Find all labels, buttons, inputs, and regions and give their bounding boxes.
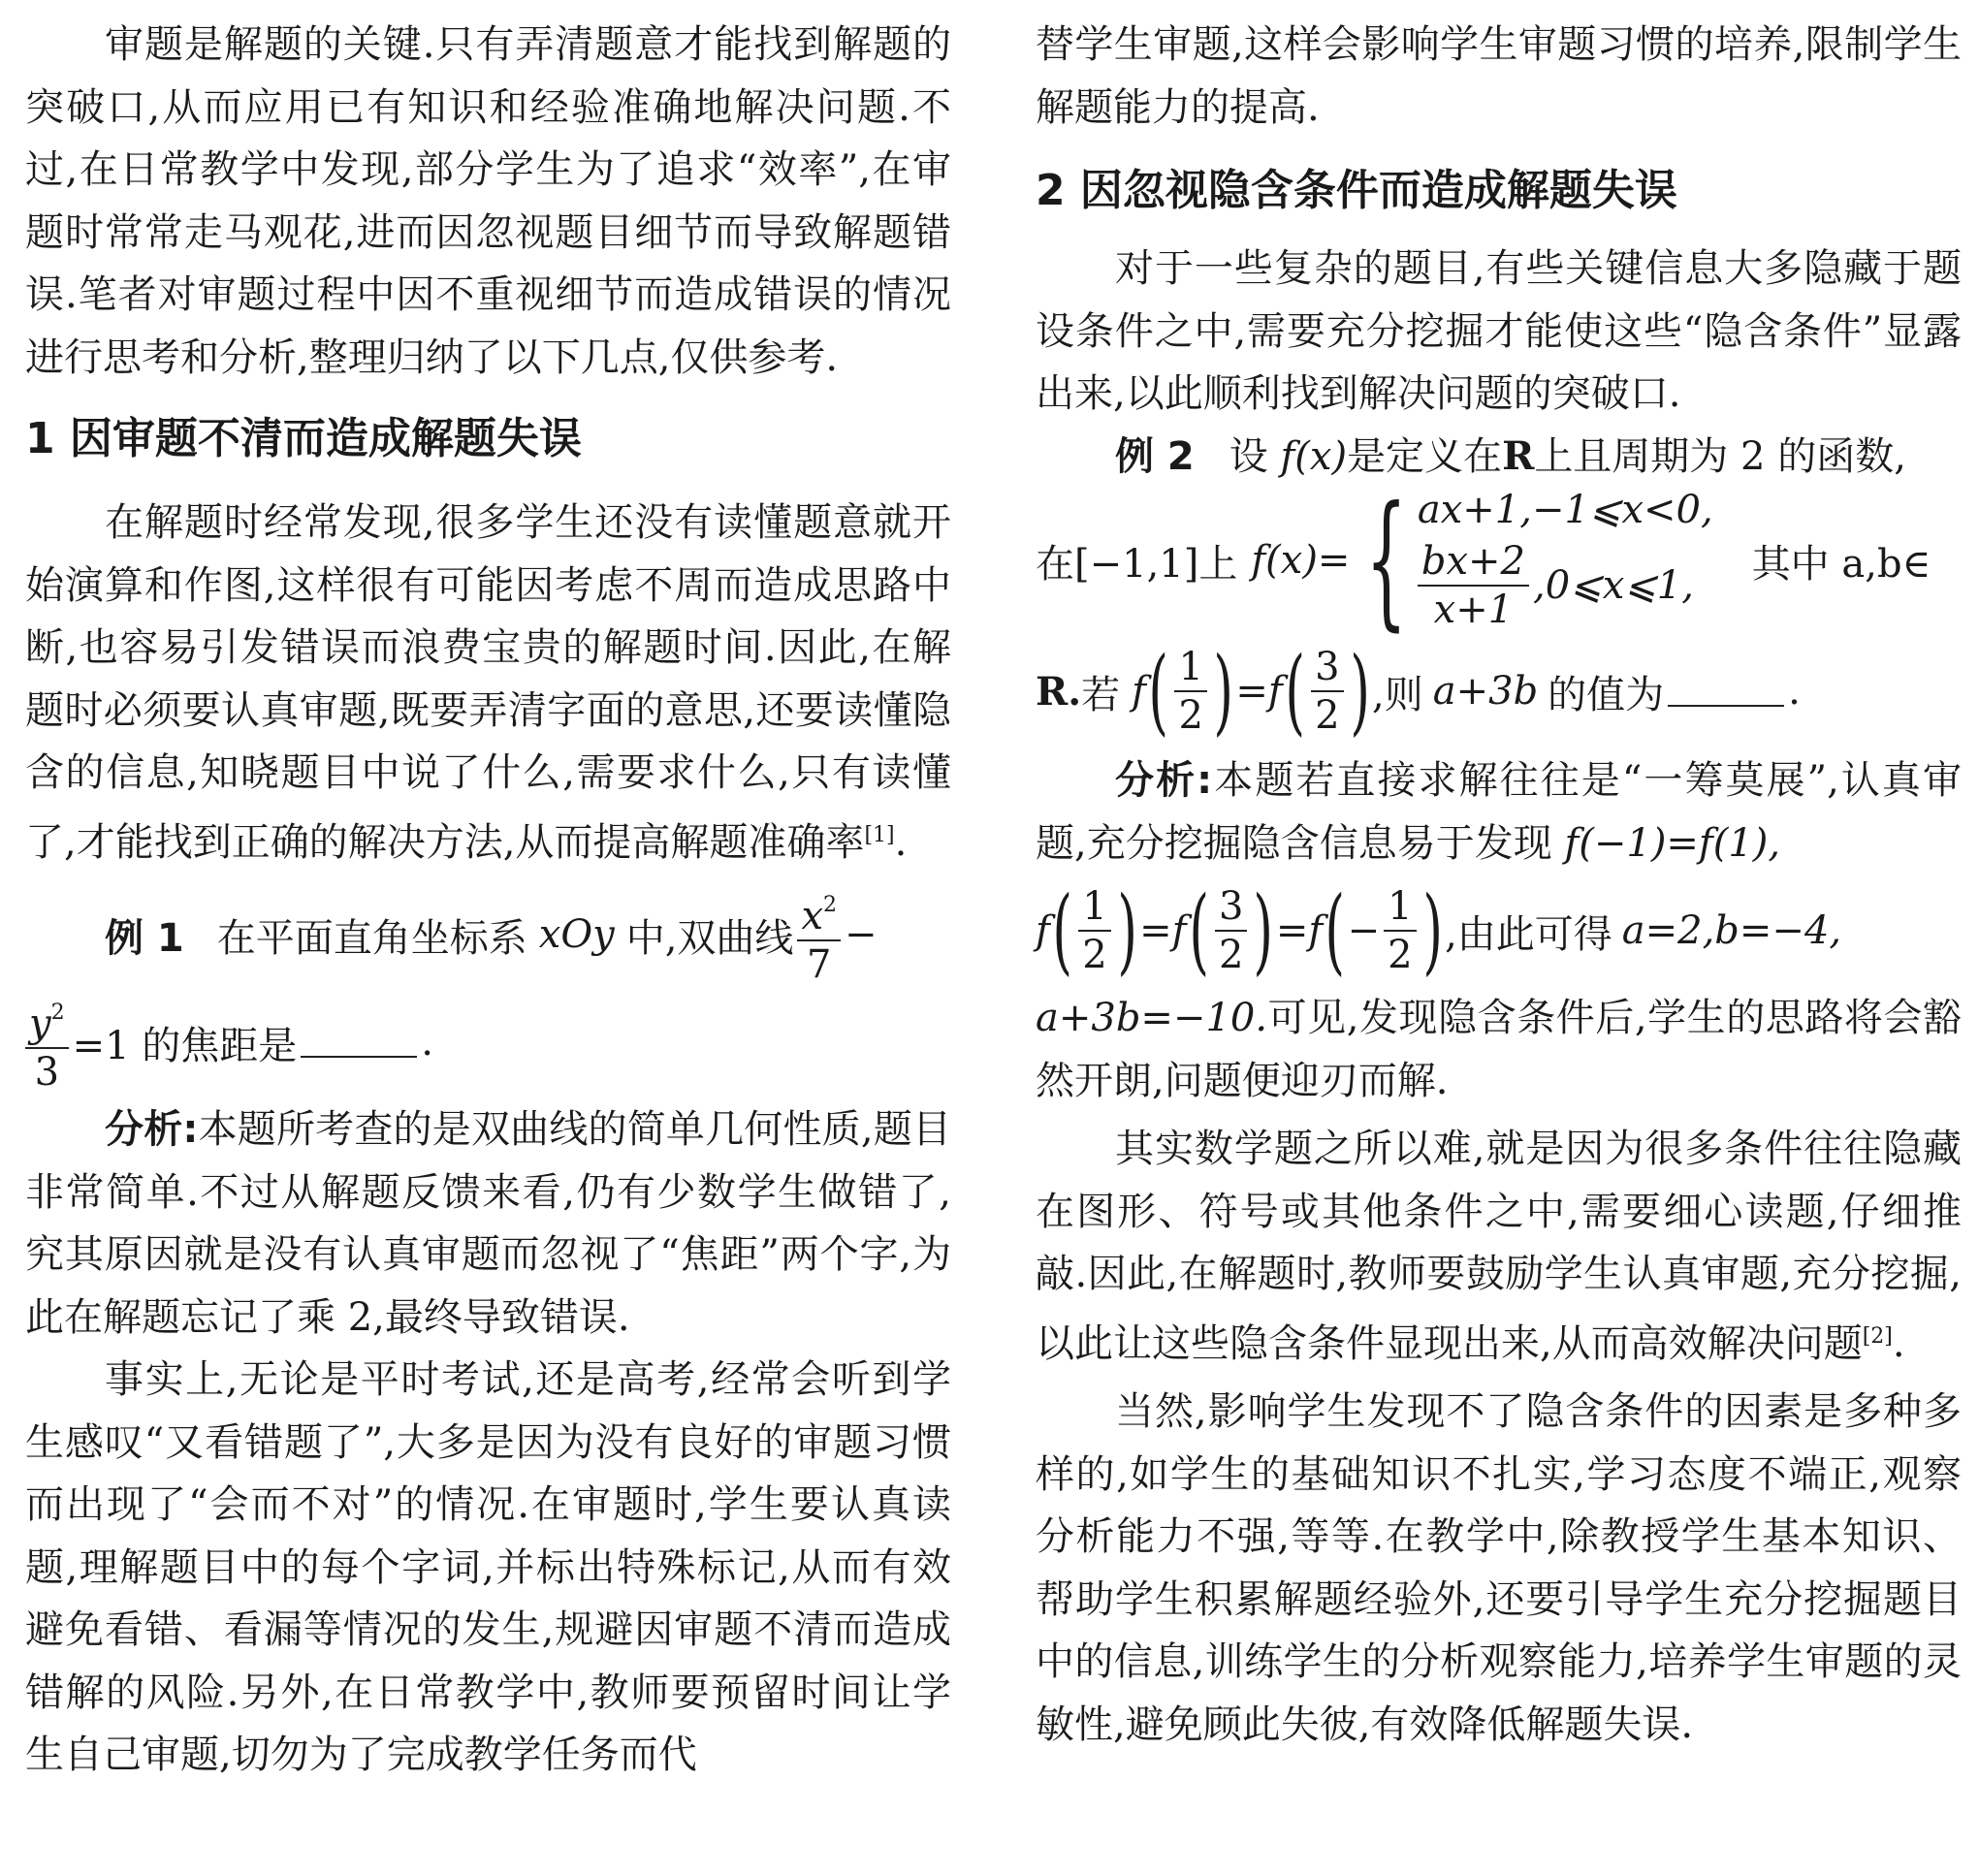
example-1-label: 例 1 bbox=[105, 915, 184, 961]
example-1-line-1 bbox=[25, 881, 951, 988]
numerator-x: x bbox=[801, 893, 823, 938]
equals: = bbox=[1317, 538, 1351, 583]
one: 1 bbox=[1078, 883, 1110, 932]
section-1-paragraph-1-text: 在解题时经常发现,很多学生还没有读懂题意就开始演算和作图,这样很有可能因考虑不周而造成思路中断,也容易引发错误而浪费宝贵的解题时间.因此,在解题时必须要认真审题,既要弄清字面的意思,还要读懂隐含的信息,知晓题目中说了什么,需要求什么,只有读懂了,才能找到正确的解决方法,从而提高解题准确率 bbox=[25, 500, 951, 865]
period: . bbox=[1788, 669, 1801, 714]
right-column bbox=[1036, 14, 1962, 1756]
fx: f(x) bbox=[1251, 538, 1318, 583]
f: f bbox=[1132, 669, 1146, 714]
example-2-piecewise-line bbox=[1036, 476, 1962, 645]
case-2-condition: ,0⩽x⩽1, bbox=[1533, 563, 1694, 608]
case-1: ax+1,−1⩽x<0, bbox=[1417, 488, 1713, 532]
example-1-xoy: xOy bbox=[538, 912, 615, 957]
intro-paragraph: 审题是解题的关键.只有弄清题意才能找到解题的突破口,从而应用已有知识和经验准确地解决问题.不过,在日常教学中发现,部分学生为了追求“效率”,在审题时常常走马观花,进而因忽视题目细节而导致解题错误.笔者对审题过程中因不重视细节而造成错误的情况进行思考和分析,整理归纳了以下几点,仅供参考. bbox=[25, 22, 951, 380]
case-2-numerator: bx+2 bbox=[1418, 538, 1529, 587]
example-2-on-interval: 在[−1,1]上 bbox=[1036, 541, 1238, 587]
example-2-label: 例 2 bbox=[1115, 433, 1195, 479]
citation-2: [2] bbox=[1862, 1323, 1893, 1349]
minus-sign: − bbox=[1347, 908, 1381, 953]
example-2-analysis-text-a: 本题若直接求解往往是“一筹莫展”,认真审题,充分挖掘隐含信息易于发现 bbox=[1036, 758, 1962, 866]
minus-sign: − bbox=[845, 912, 878, 957]
three: 3 bbox=[1311, 644, 1343, 692]
example-2-value-of: 的值为 bbox=[1548, 672, 1665, 717]
period: . bbox=[894, 819, 908, 865]
one: 1 bbox=[1174, 644, 1206, 692]
section-1-paragraph-1 bbox=[25, 492, 951, 874]
set-r: R bbox=[1502, 432, 1535, 479]
example-2-if: 若 bbox=[1081, 672, 1121, 717]
example-2-where: 其中 a,b∈ bbox=[1751, 541, 1931, 587]
f: f bbox=[1171, 908, 1187, 953]
left-brace: { bbox=[1365, 476, 1408, 645]
three: 3 bbox=[1215, 883, 1247, 932]
fraction-3-2 bbox=[1311, 644, 1343, 739]
fx: f(x) bbox=[1280, 433, 1348, 479]
answer-blank bbox=[301, 1027, 417, 1058]
example-1-analysis bbox=[25, 1098, 951, 1349]
two: 2 bbox=[1388, 933, 1413, 977]
example-1-text-b: 中,双曲线 bbox=[625, 915, 794, 961]
two: 2 bbox=[1315, 693, 1340, 738]
example-1-line-2 bbox=[25, 988, 951, 1097]
section-2-paragraph-3: 当然,影响学生发现不了隐含条件的因素是多种多样的,如学生的基础知识不扎实,学习态度不端正,观察分析能力不强,等等.在教学中,除教授学生基本知识、帮助学生积累解题经验外,还要引导学生充分挖掘题目中的信息,训练学生的分析观察能力,培养学生审题的灵敏性,避免顾此失彼,有效降低解题失误. bbox=[1036, 1389, 1962, 1747]
superscript-2: 2 bbox=[50, 1000, 65, 1025]
example-1-text-a: 在平面直角坐标系 bbox=[216, 915, 527, 961]
section-1-title: 1 因审题不清而造成解题失误 bbox=[25, 414, 582, 463]
example-2-text-b: 是定义在 bbox=[1347, 433, 1503, 479]
two: 2 bbox=[1082, 933, 1107, 977]
f: f bbox=[1036, 908, 1050, 953]
denominator-3: 3 bbox=[34, 1049, 60, 1095]
example-2-result: a+3b=−10. bbox=[1036, 996, 1268, 1040]
superscript-2: 2 bbox=[823, 892, 837, 917]
equals: = bbox=[1275, 908, 1309, 953]
citation-1: [1] bbox=[864, 822, 895, 847]
analysis-label: 分析: bbox=[1115, 758, 1213, 803]
fraction-case-2 bbox=[1418, 538, 1529, 633]
two: 2 bbox=[1178, 693, 1203, 738]
example-2-text-a: 设 bbox=[1229, 433, 1268, 479]
fraction-x2-over-7 bbox=[797, 882, 841, 988]
section-2-paragraph-1: 对于一些复杂的题目,有些关键信息大多隐藏于题设条件之中,需要充分挖掘才能使这些“隐含条件”显露出来,以此顺利找到解决问题的突破口. bbox=[1036, 246, 1962, 416]
left-column bbox=[25, 14, 951, 1787]
one: 1 bbox=[1384, 883, 1416, 932]
example-1-analysis-text: 本题所考查的是双曲线的简单几何性质,题目非常简单.不过从解题反馈来看,仍有少数学生做错了,究其原因就是没有认真审题而忽视了“焦距”两个字,为此在解题忘记了乘 2,最终导致错误. bbox=[25, 1107, 951, 1340]
case-2-denominator: x+1 bbox=[1433, 588, 1514, 632]
example-2-analysis-equation: f ( $\frac{1}{2}$ ) = f ( $\frac{3}{2}$ ) = f ( − $\frac{1}{2}$ ) ,由此可得 a=2,b=−4, bbox=[1036, 876, 1842, 985]
analysis-label: 分析: bbox=[105, 1107, 199, 1152]
example-1-text-c: =1 的焦距是 bbox=[72, 1023, 298, 1068]
fraction-3-2 bbox=[1215, 883, 1247, 978]
equals: = bbox=[1235, 669, 1268, 714]
example-2-expr: a+3b bbox=[1432, 669, 1539, 714]
f: f bbox=[1308, 908, 1324, 953]
piecewise-function bbox=[1350, 476, 1713, 645]
period: . bbox=[421, 1020, 434, 1065]
f: f bbox=[1267, 669, 1283, 714]
section-2-title: 2 因忽视隐含条件而造成解题失误 bbox=[1036, 166, 1677, 215]
example-2-text-c: 上且周期为 2 的函数, bbox=[1534, 433, 1906, 479]
f-minus1-eq-f1: f(−1)=f(1), bbox=[1564, 820, 1781, 866]
continued-paragraph: 替学生审题,这样会影响学生审题习惯的培养,限制学生解题能力的提高. bbox=[1036, 22, 1962, 130]
example-2-analysis-tail: ,由此可得 bbox=[1445, 911, 1612, 957]
period: . bbox=[1892, 1320, 1905, 1366]
fraction-1-2 bbox=[1174, 644, 1206, 739]
section-2-paragraph-2-text: 其实数学题之所以难,就是因为很多条件往往隐藏在图形、符号或其他条件之中,需要细心读题,仔细推敲.因此,在解题时,教师要鼓励学生认真审题,充分挖掘,以此让这些隐含条件显现出来,从而高效解决问题 bbox=[1036, 1127, 1962, 1366]
equals: = bbox=[1139, 908, 1172, 953]
denominator-7: 7 bbox=[806, 941, 832, 987]
section-2-paragraph-2 bbox=[1036, 1118, 1962, 1375]
example-2-condition-line: R. 若 f ( $\frac{1}{2}$ ) = f ( $\frac{3}{2}$ ) ,则 a+3b 的值为 . bbox=[1036, 637, 1801, 746]
example-2-analysis-text-c: 可见,发现隐含条件后,学生的思路将会豁然开朗,问题便迎刃而解. bbox=[1036, 996, 1962, 1103]
numerator-y: y bbox=[29, 1001, 51, 1046]
example-2-then: ,则 bbox=[1372, 672, 1423, 717]
answer-blank bbox=[1668, 676, 1784, 707]
fraction-y2-over-3 bbox=[25, 990, 69, 1096]
fraction-1-2 bbox=[1384, 883, 1416, 978]
example-2-a-b-values: a=2,b=−4, bbox=[1621, 908, 1842, 953]
two: 2 bbox=[1218, 933, 1244, 977]
example-2-analysis-part-2 bbox=[1036, 987, 1962, 1112]
example-2-line-1 bbox=[1036, 426, 1962, 489]
fraction-1-2 bbox=[1078, 883, 1110, 978]
example-2-analysis-part-1 bbox=[1036, 749, 1962, 874]
section-1-paragraph-2: 事实上,无论是平时考试,还是高考,经常会听到学生感叹“又看错题了”,大多是因为没有良好的审题习惯而出现了“会而不对”的情况.在审题时,学生要认真读题,理解题目中的每个字词,并标出特殊标记,从而有效避免看错、看漏等情况的发生,规避因审题不清而造成错解的风险.另外,在日常教学中,教师要预留时间让学生自己审题,切勿为了完成教学任务而代 bbox=[25, 1357, 951, 1777]
set-r: R. bbox=[1036, 668, 1082, 715]
